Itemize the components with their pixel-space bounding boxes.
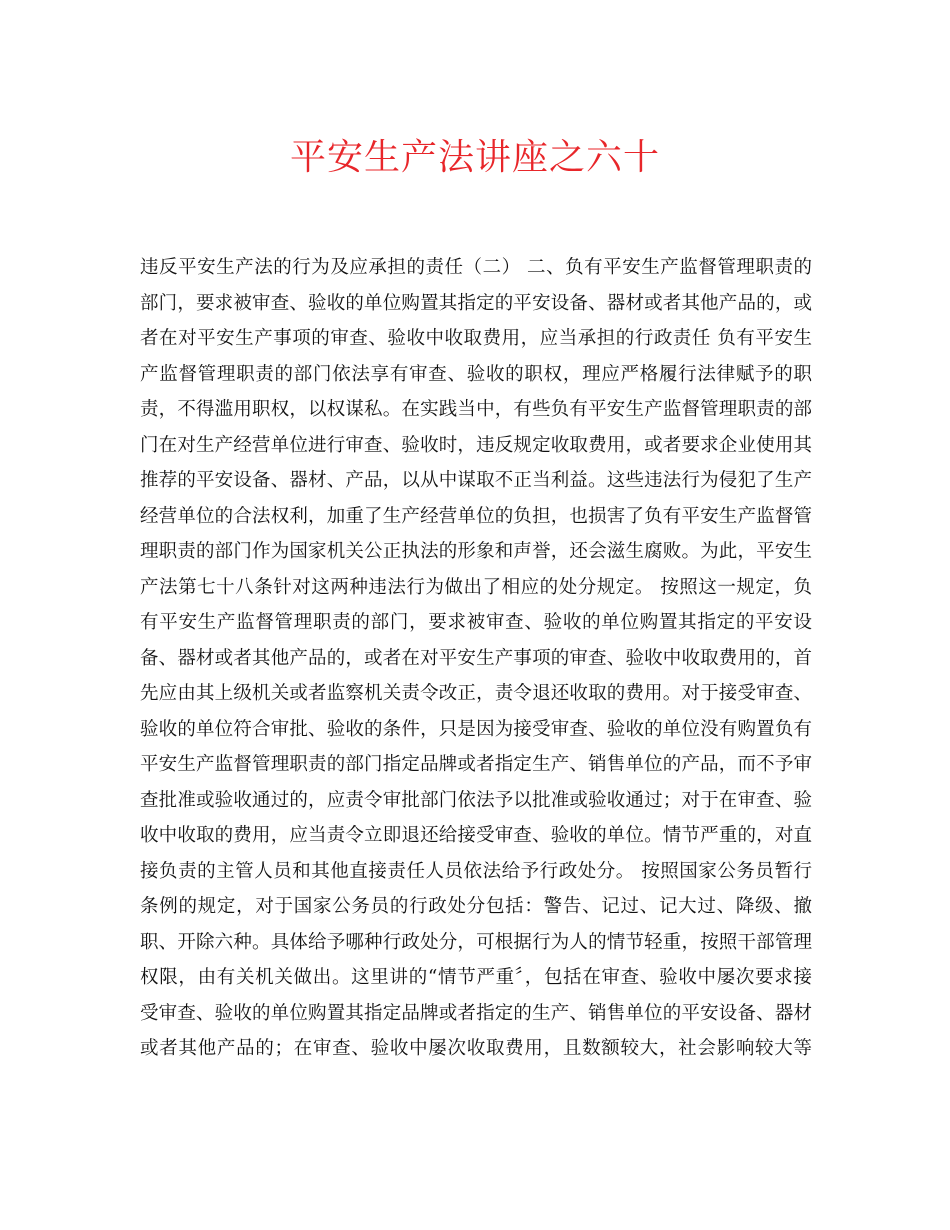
body-line: 条例的规定，对于国家公务员的行政处分包括：警告、记过、记大过、降级、撤: [140, 896, 812, 917]
body-line: 门在对生产经营单位进行审查、验收时，违反规定收取费用，或者要求企业使用其: [140, 434, 812, 456]
body-line: 查批准或验收通过的，应责令审批部门依法予以批准或验收通过；对于在审查、验: [140, 789, 812, 811]
body-line: 产监督管理职责的部门依法享有审查、验收的职权，理应严格履行法律赋予的职: [140, 363, 812, 385]
body-line: 先应由其上级机关或者监察机关责令改正，责令退还收取的费用。对于接受审查、: [140, 683, 812, 704]
body-line: 产法第七十八条针对这两种违法行为做出了相应的处分规定。 按照这一规定，负: [140, 576, 812, 598]
body-line: 责，不得滥用职权，以权谋私。在实践当中，有些负有平安生产监督管理职责的部: [140, 399, 812, 420]
body-line: 职、开除六种。具体给予哪种行政处分，可根据行为人的情节轻重，按照干部管理: [140, 931, 812, 953]
body-line: 接负责的主管人员和其他直接责任人员依法给予行政处分。 按照国家公务员暂行: [140, 860, 812, 882]
body-line: 平安生产监督管理职责的部门指定品牌或者指定生产、销售单位的产品，而不予审: [140, 754, 812, 775]
document-body: [140, 250, 812, 1067]
body-line: 备、器材或者其他产品的，或者在对平安生产事项的审查、验收中收取费用的，首: [140, 647, 812, 669]
body-line: 经营单位的合法权利，加重了生产经营单位的负担，也损害了负有平安生产监督管: [140, 505, 812, 527]
body-line: 部门，要求被审查、验收的单位购置其指定的平安设备、器材或者其他产品的，或: [140, 292, 812, 314]
body-line: 受审查、验收的单位购置其指定品牌或者指定的生产、销售单位的平安设备、器材: [140, 1002, 812, 1024]
body-line: 违反平安生产法的行为及应承担的责任（二） 二、负有平安生产监督管理职责的: [140, 257, 812, 278]
body-line: 推荐的平安设备、器材、产品，以从中谋取不正当利益。这些违法行为侵犯了生产: [140, 470, 812, 491]
body-line: 验收的单位符合审批、验收的条件，只是因为接受审查、验收的单位没有购置负有: [140, 718, 812, 740]
body-line: 或者其他产品的；在审查、验收中屡次收取费用，且数额较大，社会影响较大等: [140, 1038, 812, 1059]
document-title: 平安生产法讲座之六十: [289, 137, 660, 178]
body-line: 权限，由有关机关做出。这里讲的“情节严重〞，包括在审查、验收中屡次要求接: [140, 967, 812, 988]
body-line: 者在对平安生产事项的审查、验收中收取费用，应当承担的行政责任 负有平安生: [140, 328, 812, 349]
body-line: 收中收取的费用，应当责令立即退还给接受审查、验收的单位。情节严重的，对直: [140, 825, 812, 846]
body-line: 理职责的部门作为国家机关公正执法的形象和声誉，还会滋生腐败。为此，平安生: [140, 541, 812, 562]
body-line: 有平安生产监督管理职责的部门，要求被审查、验收的单位购置其指定的平安设: [140, 612, 812, 633]
